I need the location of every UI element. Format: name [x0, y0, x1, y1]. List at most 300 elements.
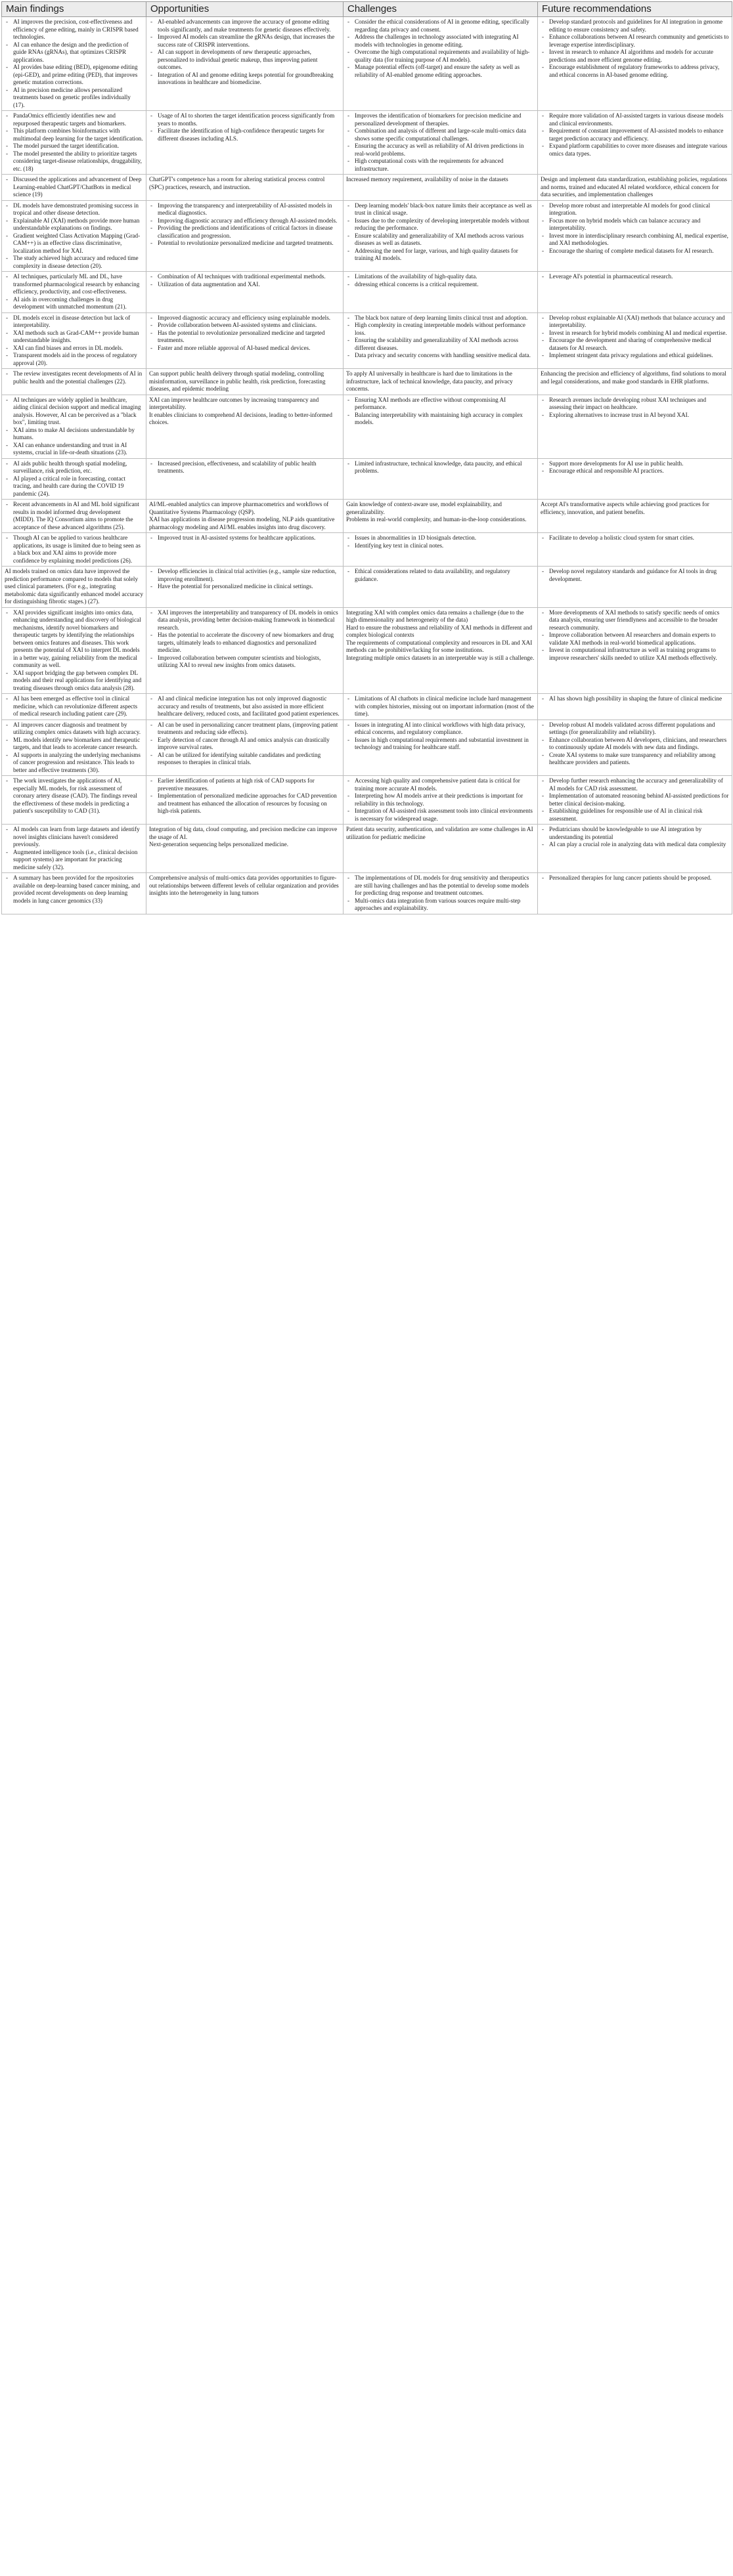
bullet-item: - AI supports in analyzing the underlying mechanisms of cancer progression and resistance. This leads to better and effective treatments (30). [5, 752, 143, 775]
bullet-item: - Combination and analysis of different and large-scale multi-omics data shows some specific computational challenges. [346, 127, 535, 142]
bullet-item: - XAI aims to make AI decisions understandable by humans. [5, 427, 143, 442]
main-findings-cell [2, 272, 146, 313]
recommendations-cell [538, 719, 732, 776]
bullet-list [541, 609, 729, 662]
bullet-item: - Facilitate the identification of high-confidence therapeutic targets for different diseases including ALS. [149, 127, 340, 142]
bullet-list [346, 695, 535, 718]
bullet-item: - Implementation of automated reasoning behind AI-assisted predictions for better clinical decision-making. [541, 792, 729, 807]
challenges-cell [344, 825, 538, 873]
bullet-item: - AI provides base editing (BED), epigenome editing (epi-GED), and prime editing (PED), that improves genetic mutation corrections. [5, 64, 143, 87]
recommendations-cell [538, 694, 732, 720]
paragraph-text: Can support public health delivery through spatial modeling, controlling misinformation, surveillance in public health, risk prediction, forecasting diseases, and epidemic modeling [149, 370, 326, 392]
bullet-item: - XAI can find biases and errors in DL models. [5, 345, 143, 353]
bullet-item: - Addressing the need for large, various, and high quality datasets for training AI models. [346, 247, 535, 263]
bullet-item: - The review investigates recent developments of AI in public health and the potential challenges (22). [5, 370, 143, 385]
header-main-findings: Main findings [2, 2, 146, 17]
challenges-cell [344, 312, 538, 369]
recommendations-cell [538, 776, 732, 825]
bullet-list [346, 874, 535, 912]
table-row [2, 175, 732, 201]
bullet-list [541, 460, 729, 475]
opportunities-cell [146, 272, 344, 313]
bullet-list [5, 534, 143, 565]
recommendations-cell [538, 175, 732, 201]
paragraph-text: XAI can improve healthcare outcomes by increasing transparency and interpretability. [149, 396, 319, 410]
bullet-item: - Develop more robust and interpretable AI models for good clinical integration. [541, 202, 729, 217]
bullet-item: - Early detection of cancer through AI and omics analysis can drastically improve survival rates. [149, 737, 340, 752]
challenges-cell [344, 500, 538, 533]
bullet-item: - The model pursued the target identification. [5, 142, 143, 150]
bullet-item: - Providing the predictions and identifications of critical factors in disease classification and progression. [149, 225, 340, 240]
bullet-list [5, 202, 143, 270]
bullet-item: - AI improves the precision, cost-effectiveness and efficiency of gene editing, mainly in CRISPR based technologies. [5, 18, 143, 41]
bullet-item: - XAI support bridging the gap between complex DL models and their real applications for identifying and treating diseases through omics data analysis (28). [5, 670, 143, 693]
bullet-list [541, 202, 729, 255]
bullet-list [149, 202, 340, 247]
main-findings-cell [2, 17, 146, 111]
table-row [2, 111, 732, 175]
bullet-list [5, 874, 143, 905]
bullet-item: - Facilitate to develop a holistic cloud system for smart cities. [541, 534, 729, 542]
table-row [2, 873, 732, 914]
bullet-item: - ML models identify new biomarkers and therapeutic targets, and that leads to accelerate cancer research. [5, 737, 143, 752]
table-row [2, 312, 732, 369]
bullet-item: - Deep learning models' black-box nature limits their acceptance as well as trust in clinical usage. [346, 202, 535, 217]
main-findings-cell [2, 500, 146, 533]
bullet-item: - Support more developments for AI use in public health. [541, 460, 729, 468]
bullet-item: - XAI can enhance understanding and trust in AI systems, crucial in life-or-death situations (23). [5, 442, 143, 457]
bullet-item: - Accessing high quality and comprehensive patient data is critical for training more accurate AI models. [346, 777, 535, 792]
bullet-item: - Develop robust AI models validated across different populations and settings (for generalizability and reliability). [541, 721, 729, 737]
recommendations-cell [538, 500, 732, 533]
bullet-list [149, 460, 340, 475]
bullet-list [346, 721, 535, 752]
recommendations-cell [538, 873, 732, 914]
bullet-item: - The model presented the ability to prioritize targets considering target-disease relationships, druggability, etc. (18) [5, 150, 143, 173]
recommendations-cell [538, 369, 732, 395]
bullet-item: - Invest in research to enhance AI algorithms and models for accurate predictions and more efficient genome editing. [541, 49, 729, 64]
opportunities-cell [146, 458, 344, 500]
bullet-list [149, 273, 340, 288]
header-future-recommendations: Future recommendations [538, 2, 732, 17]
paragraph-text: Increased memory requirement, availability of noise in the datasets [346, 176, 508, 182]
bullet-item: - Establishing guidelines for responsible use of AI in clinical risk assessment. [541, 807, 729, 823]
recommendations-cell [538, 533, 732, 567]
challenges-cell [344, 607, 538, 694]
opportunities-cell [146, 825, 344, 873]
recommendations-cell [538, 200, 732, 272]
paragraph-text: Comprehensive analysis of multi-omics data provides opportunities to figure-out relationships between different levels of cellular organization and provides insights into the heterogeneity in lung tumors [149, 874, 339, 896]
bullet-list [149, 568, 340, 591]
paragraph-text: ChatGPT's competence has a room for altering statistical process control (SPC) practices, research, and instruction. [149, 176, 325, 190]
bullet-item: - AI-enabled advancements can improve the accuracy of genome editing tools significantly, and make treatments for genetic diseases effectively. [149, 18, 340, 33]
bullet-item: - Overcome the high computational requirements and availability of high-quality data (for training purpose of AI models). [346, 49, 535, 64]
bullet-item: - Improving diagnostic accuracy and efficiency through AI-assisted models. [149, 217, 340, 225]
table-row [2, 776, 732, 825]
bullet-list [346, 202, 535, 263]
opportunities-cell [146, 567, 344, 608]
bullet-list [5, 112, 143, 173]
table-body [2, 17, 732, 914]
bullet-item: - Enhance collaboration between AI developers, clinicians, and researchers to continuously update AI models with new data and findings. [541, 737, 729, 752]
bullet-item: - Interpreting how AI models arrive at their predictions is important for reliability in this technology. [346, 792, 535, 807]
bullet-list [346, 568, 535, 583]
bullet-item: - AI can play a crucial role in analyzing data with medical data complexity [541, 841, 729, 849]
bullet-list [541, 721, 729, 767]
challenges-cell [344, 567, 538, 608]
bullet-item: - Increased precision, effectiveness, and scalability of public health treatments. [149, 460, 340, 475]
bullet-item: - AI can enhance the design and the prediction of guide RNAs (gRNAs), that optimizes CRISPR applications. [5, 41, 143, 64]
bullet-list [541, 273, 729, 281]
recommendations-cell [538, 458, 732, 500]
bullet-item: - High computational costs with the requirements for advanced infrastructure. [346, 158, 535, 173]
bullet-item: - ddressing ethical concerns is a critical requirement. [346, 281, 535, 289]
table-row [2, 200, 732, 272]
bullet-list [5, 777, 143, 815]
bullet-item: - Address the challenges in technology associated with integrating AI models with technologies in genome editing. [346, 33, 535, 49]
bullet-item: - Develop standard protocols and guidelines for AI integration in genome editing to ensure consistency and safety. [541, 18, 729, 33]
bullet-item: - Has the potential to accelerate the discovery of new biomarkers and drug targets, ultimately leads to enhanced diagnostics and personalized medicine. [149, 632, 340, 655]
paragraph-text: Accept AI's transformative aspects while achieving good practices for efficiency, innovation, and patient benefits. [541, 501, 709, 515]
bullet-item: - More developments of XAI methods to satisfy specific needs of omics data analysis, ensuring user friendlyness and accessible to the broader research community. [541, 609, 729, 632]
header-opportunities: Opportunities [146, 2, 344, 17]
bullet-item: - Limited infrastructure, technical knowledge, data paucity, and ethical problems. [346, 460, 535, 475]
bullet-item: - Encourage the sharing of complete medical datasets for AI research. [541, 247, 729, 255]
recommendations-cell [538, 272, 732, 313]
bullet-list [5, 18, 143, 109]
bullet-list [541, 534, 729, 542]
bullet-list [346, 534, 535, 549]
table-row [2, 500, 732, 533]
bullet-item: - Usage of AI to shorten the target identification process significantly from years to months. [149, 112, 340, 127]
bullet-list [5, 609, 143, 693]
bullet-item: - AI models can learn from large datasets and identify novel insights clinicians haven't considered previously. [5, 826, 143, 849]
bullet-item: - Transparent models aid in the process of regulatory approval (20). [5, 352, 143, 367]
bullet-item: - Invest more in interdisciplinary research combining AI, medical expertise, and XAI methodologies. [541, 232, 729, 247]
bullet-item: - AI techniques, particularly ML and DL, have transformed pharmacological research by enhancing efficiency, productivity, and cost-effectiveness. [5, 273, 143, 296]
challenges-cell [344, 395, 538, 458]
bullet-item: - Gradient weighted Class Activation Mapping (Grad-CAM++) is an effective class discriminative, localization method for XAI. [5, 232, 143, 255]
bullet-item: - Integration of AI-assisted risk assessment tools into clinical environments is necessary for widespread usage. [346, 807, 535, 823]
bullet-item: - Integration of AI and genome editing keeps potential for groundbreaking innovations in healthcare and biomedicine. [149, 72, 340, 87]
bullet-list [541, 695, 729, 703]
bullet-list [541, 18, 729, 79]
bullet-item: - Exploring alternatives to increase trust in AI beyond XAI. [541, 412, 729, 419]
table-row [2, 395, 732, 458]
bullet-list [5, 826, 143, 871]
bullet-item: - Multi-omics data integration from various sources require multi-step approaches and explainability. [346, 897, 535, 912]
bullet-list [541, 397, 729, 419]
bullet-item: - Explainable AI (XAI) methods provide more human understandable explanations on findings. [5, 217, 143, 232]
table-row [2, 17, 732, 111]
challenges-cell [344, 694, 538, 720]
opportunities-cell [146, 694, 344, 720]
bullet-item: - AI aids in overcoming challenges in drug development with unmatched momentum (21). [5, 296, 143, 311]
bullet-item: - AI played a critical role in forecasting, contact tracing, and health care during the COVID 19 pandemic (24). [5, 475, 143, 498]
bullet-item: - A summary has been provided for the repositories available on deep-learning based cancer mining, and provided recent developments on deep learning models in lung cancer genomics (33) [5, 874, 143, 905]
bullet-item: - Develop robust explainable AI (XAI) methods that balance accuracy and interpretability. [541, 314, 729, 330]
bullet-item: - Ensure scalability and generalizability of XAI methods across various diseases as well as datasets. [346, 232, 535, 247]
recommendations-cell [538, 17, 732, 111]
bullet-list [541, 777, 729, 823]
paragraph-text: Patient data security, authentication, and validation are some challenges in AI utilization for pediatric medicine [346, 826, 533, 840]
challenges-cell [344, 873, 538, 914]
bullet-item: - Create XAI systems to make sure transparency and reliability among healthcare providers and patients. [541, 752, 729, 767]
bullet-item: - PandaOmics efficiently identifies new and repurposed therapeutic targets and biomarkers. [5, 112, 143, 127]
bullet-item: - AI has shown high possibility in shaping the future of clinical medicine [541, 695, 729, 703]
bullet-list [541, 112, 729, 158]
bullet-item: - Invest in research for hybrid models combining AI and medical expertise. [541, 330, 729, 337]
recommendations-cell [538, 111, 732, 175]
paragraph-text: AI/ML-enabled analytics can improve pharmacometrics and workflows of Quantitative Systems Pharmacology (QSP). [149, 501, 329, 515]
bullet-item: - AI can be utilized for identifying suitable candidates and predicting responses to therapies in clinical trials. [149, 752, 340, 767]
opportunities-cell [146, 175, 344, 201]
bullet-item: - Invest in computational infrastructure as well as training programs to improve researchers' skills needed to utilize XAI methods effectively. [541, 647, 729, 662]
bullet-item: - Improves the identification of biomarkers for precision medicine and personalized development of therapies. [346, 112, 535, 127]
bullet-item: - XAI provides significant insights into omics data, enhancing understanding and discovery of biological mechanisms, identify novel biomarkers and therapeutic targets by identifying the relationships between omics features and diseases. This work presents the potential of XAI to interpret DL models in a better way, gaining reliability from the medical community as well. [5, 609, 143, 670]
bullet-list [5, 370, 143, 385]
bullet-list [346, 18, 535, 79]
bullet-item: - Consider the ethical considerations of AI in genome editing, specifically regarding data privacy and consent. [346, 18, 535, 33]
table-row [2, 719, 732, 776]
bullet-item: - Ensuring XAI methods are effective without compromising AI performance. [346, 397, 535, 412]
bullet-list [346, 112, 535, 173]
bullet-list [5, 695, 143, 718]
main-findings-cell [2, 719, 146, 776]
bullet-list [149, 721, 340, 767]
paragraph-text: It enables clinicians to comprehend AI decisions, leading to better-informed choices. [149, 411, 332, 425]
recommendations-cell [538, 567, 732, 608]
opportunities-cell [146, 873, 344, 914]
bullet-list [541, 874, 729, 882]
bullet-item: - Has the potential to revolutionize personalized medicine and targeted treatments. [149, 330, 340, 345]
challenges-cell [344, 719, 538, 776]
bullet-list [149, 777, 340, 815]
bullet-item: - High complexity in creating interpretable models without performance loss. [346, 322, 535, 337]
bullet-item: - AI in precision medicine allows personalized treatments based on genetic profiles individually (17). [5, 87, 143, 110]
main-findings-cell [2, 312, 146, 369]
recommendations-cell [538, 395, 732, 458]
bullet-item: - Develop efficiencies in clinical trial activities (e.g., sample size reduction, improving enrollment). [149, 568, 340, 583]
opportunities-cell [146, 533, 344, 567]
paragraph-text: XAI has applications in disease progression modeling, NLP aids quantitative pharmacology modeling and AI/ML enables insights into drug discovery. [149, 516, 335, 530]
bullet-item: - Earlier identification of patients at high risk of CAD supports for preventive measures. [149, 777, 340, 792]
bullet-item: - AI can be used in personalizing cancer treatment plans, (improving patient treatments and reducing side effects). [149, 721, 340, 737]
bullet-item: - Ensuring the scalability and generalizability of XAI methods across different diseases. [346, 337, 535, 352]
bullet-item: - Improve collaboration between AI researchers and domain experts to validate XAI methods in real-world biomedical applications. [541, 632, 729, 647]
bullet-list [149, 112, 340, 142]
bullet-item: - XAI improves the interpretability and transparency of DL models in omics data analysis, providing better decision-making framework in biomedical research. [149, 609, 340, 632]
main-findings-cell [2, 607, 146, 694]
opportunities-cell [146, 395, 344, 458]
challenges-cell [344, 272, 538, 313]
opportunities-cell [146, 500, 344, 533]
bullet-item: - Focus more on hybrid models which can balance accuracy and interpretability. [541, 217, 729, 232]
main-findings-cell [2, 175, 146, 201]
bullet-item: - The implementations of DL models for drug sensitivity and therapeutics are still having challenges and has the potential to develop some models for predicting drug response and treatment outcomes. [346, 874, 535, 897]
main-findings-cell [2, 694, 146, 720]
bullet-item: - Requirement of constant improvement of AI-assisted models to enhance target prediction accuracy and efficiency. [541, 127, 729, 142]
bullet-list [149, 695, 340, 718]
bullet-item: - Issues due to the complexity of developing interpretable models without reducing the performance. [346, 217, 535, 232]
challenges-cell [344, 369, 538, 395]
main-findings-cell [2, 873, 146, 914]
paragraph-text: Integrating XAI with complex omics data remains a challenge (due to the high dimensionality and heterogeneity of the data) [346, 609, 524, 623]
bullet-item: - Require more validation of AI-assisted targets in various disease models and clinical environments. [541, 112, 729, 127]
bullet-item: - Provide collaboration between AI-assisted systems and clinicians. [149, 322, 340, 330]
bullet-item: - Faster and more reliable approval of AI-based medical devices. [149, 345, 340, 353]
bullet-list [541, 568, 729, 583]
paragraph-text: Problems in real-world complexity, and human-in-the-loop considerations. [346, 516, 527, 523]
main-findings-cell [2, 395, 146, 458]
bullet-item: - Enhance collaborations between AI research community and geneticists to leverage expertise interdisciplinary. [541, 33, 729, 49]
bullet-list [5, 176, 143, 199]
bullet-item: - Manage potential effects (off-target) and ensure the safety as well as reliability of AI-enabled genome editing approaches. [346, 64, 535, 79]
bullet-item: - Ensuring the accuracy as well as reliability of AI driven predictions in real-world problems. [346, 142, 535, 158]
paragraph-text: Gain knowledge of context-aware use, model explainability, and generalizability. [346, 501, 502, 515]
table-row [2, 825, 732, 873]
table-row [2, 694, 732, 720]
main-findings-cell [2, 567, 146, 608]
opportunities-cell [146, 607, 344, 694]
bullet-item: - Recent advancements in AI and ML hold significant results in model informed drug development (MIDD). The IQ Consortium aims to promote the acceptance of these advanced algorithms (25). [5, 501, 143, 531]
opportunities-cell [146, 369, 344, 395]
challenges-cell [344, 200, 538, 272]
bullet-item: - DL models have demonstrated promising success in tropical and other disease detection. [5, 202, 143, 217]
header-row [2, 2, 732, 17]
bullet-list [541, 826, 729, 849]
opportunities-cell [146, 312, 344, 369]
bullet-item: - Encourage establishment of regulatory frameworks to address privacy, and ethical concerns in AI-based genome editing. [541, 64, 729, 79]
paragraph-text: Hard to ensure the robustness and reliability of XAI methods in different and complex biological contexts [346, 624, 533, 638]
bullet-item: - Augmented intelligence tools (i.e., clinical decision support systems) are important for practicing medicine safely (32). [5, 849, 143, 872]
bullet-item: - Potential to revolutionize personalized medicine and targeted treatments. [149, 240, 340, 247]
bullet-item: - AI can support in developments of new therapeutic approaches, personalized to individual genetic makeup, thus improving patient outcomes. [149, 49, 340, 72]
bullet-list [5, 314, 143, 368]
challenges-cell [344, 111, 538, 175]
table-row [2, 272, 732, 313]
bullet-item: - Issues in abnormalities in 1D biosignals detection. [346, 534, 535, 542]
main-findings-cell [2, 369, 146, 395]
opportunities-cell [146, 719, 344, 776]
bullet-list [346, 460, 535, 475]
bullet-list [5, 460, 143, 498]
bullet-item: - Ethical considerations related to data availability, and regulatory guidance. [346, 568, 535, 583]
bullet-item: - Utilization of data augmentation and XAI. [149, 281, 340, 289]
opportunities-cell [146, 111, 344, 175]
bullet-item: - Improving the transparency and interpretability of AI-assisted models in medical diagnostics. [149, 202, 340, 217]
bullet-item: - Improved diagnostic accuracy and efficiency using explainable models. [149, 314, 340, 322]
bullet-list [346, 777, 535, 823]
bullet-list [5, 273, 143, 311]
bullet-item: - Issues in integrating AI into clinical workflows with high data privacy, ethical concerns, and regulatory compliance. [346, 721, 535, 737]
paragraph-text: To apply AI universally in healthcare is hard due to limitations in the infrastructure, lack of technical knowledge, data paucity, and privacy concerns. [346, 370, 513, 392]
paragraph-text: Enhancing the precision and efficiency of algorithms, find solutions to moral and legal considerations, and make good standards in EHR platforms. [541, 370, 726, 385]
bullet-item: - Encourage the development and sharing of comprehensive medical datasets for AI research. [541, 337, 729, 352]
bullet-item: - Limitations of AI chatbots in clinical medicine include hard management with complex histories, missing out on important information (most of the time). [346, 695, 535, 718]
bullet-item: - Though AI can be applied to various healthcare applications, its usage is limited due to being seen as a black box and XAI aims to provide more confidence by explaining model predictions (26). [5, 534, 143, 565]
table-row [2, 567, 732, 608]
bullet-item: - DL models excel in disease detection but lack of interpretability. [5, 314, 143, 330]
bullet-item: - Personalized therapies for lung cancer patients should be proposed. [541, 874, 729, 882]
recommendations-cell [538, 312, 732, 369]
challenges-cell [344, 533, 538, 567]
main-findings-cell [2, 458, 146, 500]
bullet-item: - AI aids public health through spatial modeling, surveillance, risk prediction, etc. [5, 460, 143, 475]
main-findings-cell [2, 776, 146, 825]
bullet-item: - Limitations of the availability of high-quality data. [346, 273, 535, 281]
bullet-item: - Have the potential for personalized medicine in clinical settings. [149, 583, 340, 591]
paragraph-text: AI models trained on omics data have improved the prediction performance compared to models that solely used clinical parameters. (For e.g., integrating metabolomic data significantly enhanced model accuracy for distinguishing fibrotic stages.) (27). [5, 568, 143, 605]
bullet-item: - Combination of AI techniques with traditional experimental methods. [149, 273, 340, 281]
paragraph-text: Integrating multiple omics datasets in an interpretable way is still a challenge. [346, 654, 535, 661]
bullet-list [346, 397, 535, 427]
bullet-item: - AI and clinical medicine integration has not only improved diagnostic accuracy and results of treatments, but also assisted in more efficient healthcare delivery, reduced costs, and facilitated good patient experiences. [149, 695, 340, 718]
bullet-item: - This platform combines bioinformatics with multimodal deep learning for the target identification. [5, 127, 143, 142]
bullet-list [149, 609, 340, 670]
bullet-list [346, 273, 535, 288]
bullet-list [5, 501, 143, 531]
bullet-list [149, 18, 340, 87]
main-findings-cell [2, 200, 146, 272]
bullet-list [5, 721, 143, 775]
recommendations-cell [538, 607, 732, 694]
bullet-item: - Data privacy and security concerns with handling sensitive medical data. [346, 352, 535, 360]
bullet-item: - AI improves cancer diagnosis and treatment by utilizing complex omics datasets with high accuracy. [5, 721, 143, 737]
paragraph-text: Design and implement data standardization, establishing policies, regulations and norms, trained and educated AI related workforce, ethical concern for data securities, and implementation challenges [541, 176, 727, 198]
bullet-item: - Expand platform capabilities to cover more diseases and integrate various omics data types. [541, 142, 729, 158]
bullet-list [5, 397, 143, 457]
recommendations-cell [538, 825, 732, 873]
challenges-cell [344, 776, 538, 825]
header-challenges: Challenges [344, 2, 538, 17]
bullet-item: - The black box nature of deep learning limits clinical trust and adoption. [346, 314, 535, 322]
bullet-list [149, 534, 340, 542]
bullet-item: - Implement stringent data privacy regulations and ethical guidelines. [541, 352, 729, 360]
bullet-item: - Pediatricians should be knowledgeable to use AI integration by understanding its potential [541, 826, 729, 841]
paragraph-text: The requirements of computational complexity and resources in DL and XAI methods can be prohibitive/lacking for some institutions. [346, 639, 533, 653]
bullet-item: - Issues in high computational requirements and substantial investment in technology and training for healthcare staff. [346, 737, 535, 752]
opportunities-cell [146, 17, 344, 111]
paragraph-text: Next-generation sequencing helps personalized medicine. [149, 841, 288, 848]
bullet-item: - Improved trust in AI-assisted systems for healthcare applications. [149, 534, 340, 542]
findings-table [1, 1, 732, 914]
bullet-item: - Identifying key text in clinical notes. [346, 542, 535, 550]
paragraph-text: Integration of big data, cloud computing, and precision medicine can improve the usage of AI. [149, 826, 338, 840]
bullet-item: - AI has been emerged as effective tool in clinical medicine, which can revolutionize different aspects of medical research including patient care (29). [5, 695, 143, 718]
main-findings-cell [2, 825, 146, 873]
main-findings-cell [2, 533, 146, 567]
bullet-item: - Improved AI models can streamline the gRNAs design, that increases the success rate of CRISPR interventions. [149, 33, 340, 49]
bullet-item: - The work investigates the applications of AI, especially ML models, for risk assessment of coronary artery disease (CAD). The findings reveal the effectiveness of these models in predicting a patient's susceptibility to CAD (31). [5, 777, 143, 815]
challenges-cell [344, 17, 538, 111]
bullet-item: - Encourage ethical and responsible AI practices. [541, 467, 729, 475]
challenges-cell [344, 175, 538, 201]
bullet-item: - Balancing interpretability with maintaining high accuracy in complex models. [346, 412, 535, 427]
challenges-cell [344, 458, 538, 500]
bullet-item: - Develop novel regulatory standards and guidance for AI tools in drug development. [541, 568, 729, 583]
bullet-item: - Implementation of personalized medicine approaches for CAD prevention and treatment has enhanced the allocation of resources by focusing on high-risk patients. [149, 792, 340, 815]
main-findings-cell [2, 111, 146, 175]
bullet-item: - Improved collaboration between computer scientists and biologists, utilizing XAI to reveal new insights from omics datasets. [149, 655, 340, 670]
bullet-item: - Research avenues include developing robust XAI techniques and assessing their impact on healthcare. [541, 397, 729, 412]
table-row [2, 607, 732, 694]
table-row [2, 369, 732, 395]
bullet-item: - XAI methods such as Grad-CAM++ provide human understandable insights. [5, 330, 143, 345]
bullet-item: - Develop further research enhancing the accuracy and generalizability of AI models for CAD risk assessment. [541, 777, 729, 792]
bullet-list [541, 314, 729, 360]
bullet-item: - AI techniques are widely applied in healthcare, aiding clinical decision support and medical imaging analysis. However, AI can be perceived as a "black box", limiting trust. [5, 397, 143, 427]
